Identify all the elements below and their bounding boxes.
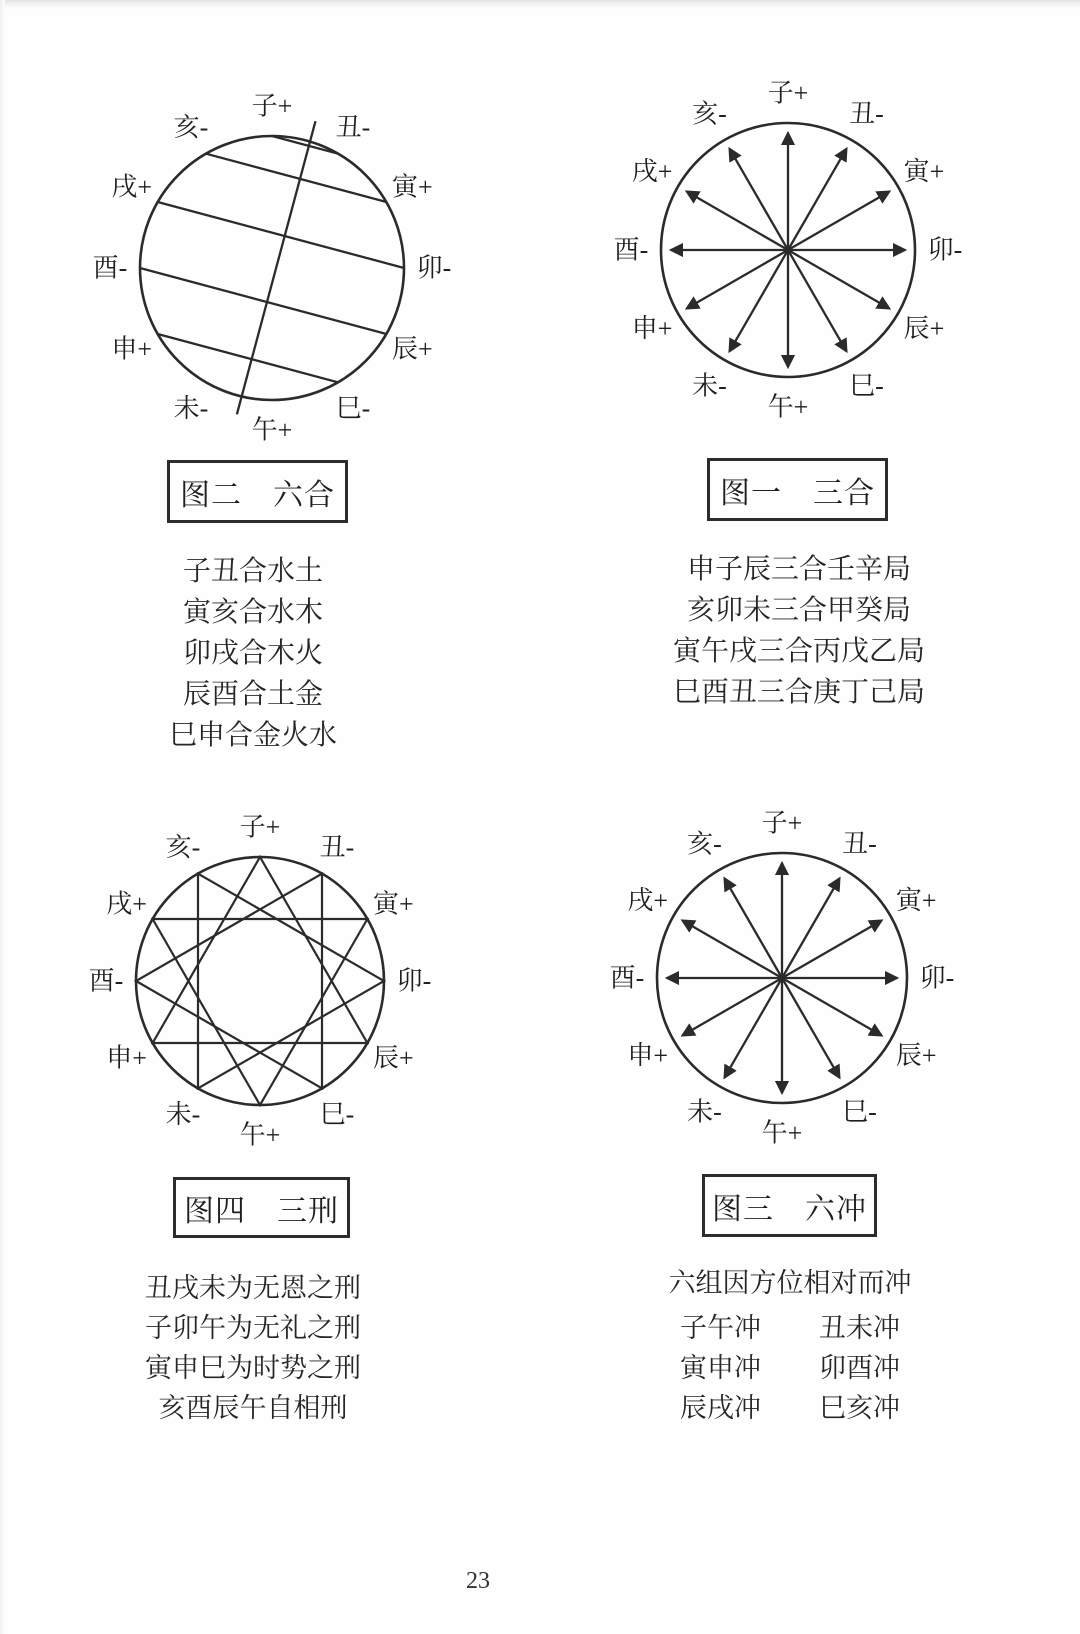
branch-label: 未- [173,393,209,423]
branch-label: 卯- [396,966,432,996]
branch-label: 申+ [627,1041,669,1070]
radial-arrow [788,149,847,250]
zodiac-circle [136,857,384,1105]
branch-label: 子+ [239,812,281,842]
branch-label: 巳- [335,393,371,423]
list-six-clashes [614,1263,966,1428]
list-line: 子丑合水土 [182,556,323,587]
six-clashes-header: 六组因方位相对而冲 [668,1268,912,1298]
branch-label: 戌+ [627,886,669,915]
page-number: 23 [466,1568,490,1594]
branch-label: 未- [692,371,727,401]
list-three-punishments [80,1268,426,1428]
scan-edge-top [0,0,1080,9]
list-line: 辰酉合土金 [182,679,323,710]
branch-label: 寅+ [373,889,414,919]
branch-label: 午+ [239,1120,281,1150]
branch-label: 未- [687,1097,722,1127]
clash-pair-item: 丑未冲 [819,1313,900,1343]
branch-label: 酉- [609,963,645,993]
caption-box-figure3 [702,1174,877,1237]
branch-label: 戌+ [631,157,673,186]
radial-arrow [687,250,788,309]
branch-label: 巳- [849,371,884,401]
branch-label: 丑- [849,99,884,129]
branch-label: 巳- [842,1097,877,1127]
diagram-six-clashes [582,763,982,1193]
branch-label: 卯- [927,235,963,265]
caption-box-figure4 [173,1177,350,1238]
punishment-triangle [153,919,368,1105]
caption-box-figure1 [707,458,888,521]
combination-chord [140,268,386,334]
punishment-triangle [153,857,368,1043]
caption-box-figure2 [167,460,348,523]
punishment-triangle [198,874,384,1089]
branch-label: 巳- [319,1099,355,1129]
list-line: 子卯午为无礼之刑 [145,1313,361,1343]
list-three-combinations [619,549,979,713]
branch-label: 酉- [613,235,649,265]
radial-arrow [725,978,783,1078]
branch-label: 戌+ [111,172,153,202]
list-line: 寅申巳为时势之刑 [145,1353,361,1383]
list-line: 寅亥合水木 [182,597,323,628]
clash-pair-item: 寅申冲 [680,1353,761,1383]
list-line: 申子辰三合壬辛局 [686,554,911,585]
caption-figure2: 图二 六合 [180,478,335,512]
caption-figure1: 图一 三合 [720,476,875,510]
radial-arrow [687,192,788,251]
clash-pair-item: 辰戌冲 [680,1393,761,1423]
branch-label: 亥- [687,829,722,859]
branch-label: 辰+ [903,314,945,343]
branch-label: 未- [165,1099,201,1129]
list-line: 巳申合金火水 [168,720,337,751]
list-line: 寅午戌三合丙戊乙局 [672,636,925,667]
clash-pair-item: 子午冲 [680,1313,761,1343]
combination-chord [272,136,338,154]
branch-label: 午+ [761,1118,803,1148]
branch-label: 丑- [319,833,355,863]
combination-chord [158,202,404,268]
radial-arrow [725,878,783,978]
branch-label: 申+ [106,1043,147,1073]
radial-arrow [782,978,840,1078]
caption-figure3: 图三 六冲 [712,1192,867,1226]
list-line: 亥卯未三合甲癸局 [686,595,911,626]
list-line: 卯戌合木火 [182,638,323,669]
clash-pair-item: 巳亥冲 [819,1393,900,1423]
branch-label: 辰+ [895,1041,937,1070]
caption-figure4: 图四 三刑 [184,1194,339,1228]
radial-arrow [682,978,782,1036]
branch-label: 午+ [251,415,293,445]
radial-arrow [782,921,882,979]
list-line: 巳酉丑三合庚丁己局 [672,677,925,708]
branch-label: 亥- [692,99,727,129]
branch-label: 卯- [919,963,955,993]
branch-label: 亥- [165,833,201,863]
list-six-combinations [93,551,413,756]
branch-label: 午+ [767,392,809,422]
branch-label: 申+ [631,314,673,343]
radial-arrow [782,878,840,978]
radial-arrow [682,921,782,979]
branch-label: 寅+ [391,172,433,202]
branch-label: 亥- [173,113,209,143]
branch-label: 申+ [111,334,153,364]
branch-label: 丑- [335,113,371,143]
branch-label: 子+ [761,808,803,838]
radial-arrow [730,250,789,351]
branch-label: 寅+ [895,886,937,915]
branch-label: 寅+ [903,157,945,186]
list-line: 丑戌未为无恩之刑 [145,1273,361,1303]
clash-pair-row [614,1388,966,1428]
branch-label: 戌+ [106,889,147,919]
branch-label: 酉- [88,966,124,996]
clash-pair-item: 卯酉冲 [819,1353,900,1383]
radial-arrow [788,250,889,309]
branch-label: 子+ [251,91,293,121]
diagram-three-punishments [60,766,460,1196]
radial-arrow [782,978,882,1036]
radial-arrow [788,250,847,351]
list-line: 亥酉辰午自相刑 [158,1393,348,1423]
diagram-six-combinations [72,53,472,483]
scan-edge-left [0,0,5,1634]
clash-pair-row [614,1348,966,1388]
branch-label: 卯- [416,253,452,283]
radial-arrow [730,149,789,250]
zodiac-circle [140,136,404,400]
punishment-triangle [136,874,322,1089]
clash-pair-row [614,1308,966,1348]
branch-label: 辰+ [391,334,433,364]
radial-arrow [788,192,889,251]
diagram-three-combinations [588,35,988,465]
branch-label: 酉- [92,253,128,283]
branch-label: 丑- [842,829,877,859]
branch-label: 子+ [767,78,809,108]
branch-label: 辰+ [373,1043,414,1073]
